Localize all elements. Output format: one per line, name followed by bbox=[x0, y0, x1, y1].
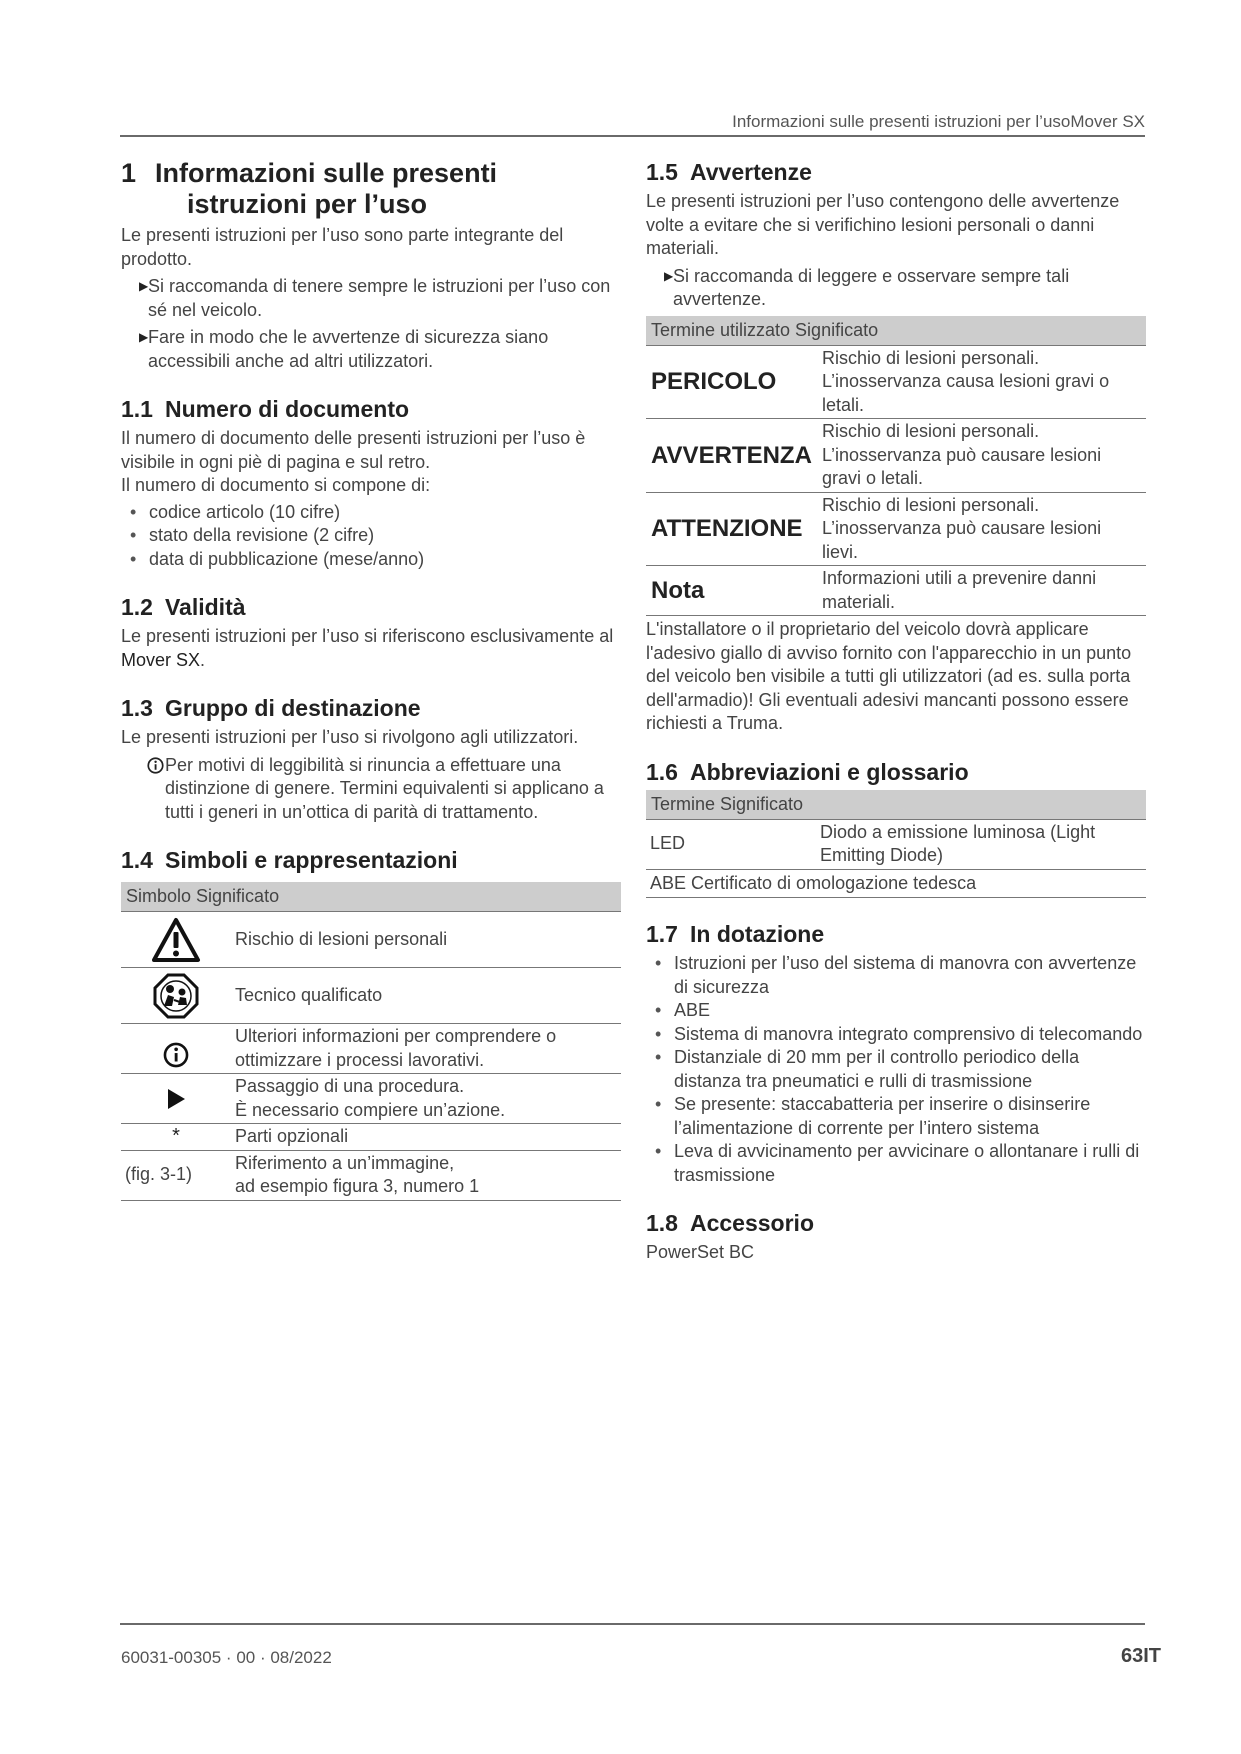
table-row bbox=[646, 819, 1146, 869]
glossary-entry: ABE Certificato di omologazione tedesca bbox=[646, 869, 1146, 898]
section-1-2-text: Le presenti istruzioni per l’uso si riferiscono esclusivamente al Mover SX. bbox=[121, 626, 614, 670]
symbols-table bbox=[121, 882, 621, 1201]
section-1-heading bbox=[121, 158, 621, 220]
info-note bbox=[121, 754, 621, 825]
glossary-meaning: Diodo a emissione luminosa (Light Emitting Diode) bbox=[816, 819, 1146, 869]
symbol-meaning: Riferimento a un’immagine, ad esempio figura 3, numero 1 bbox=[231, 1150, 621, 1200]
signal-meaning: Rischio di lesioni personali. L’inosservanza può causare lesioni gravi o letali. bbox=[818, 419, 1146, 493]
list-item: • stato della revisione (2 cifre) bbox=[121, 524, 621, 548]
list-item: • Leva di avvicinamento per avvicinare o allontanare i rulli di trasmissione bbox=[646, 1140, 1146, 1187]
figure-ref-symbol: (fig. 3-1) bbox=[121, 1150, 231, 1200]
list-item: • codice articolo (10 cifre) bbox=[121, 501, 621, 525]
section-1-5-heading: 1.5 Avvertenze bbox=[646, 159, 812, 185]
glossary-term: LED bbox=[646, 819, 816, 869]
signal-word: PERICOLO bbox=[646, 345, 818, 419]
section-1-8-heading: 1.8 Accessorio bbox=[646, 1210, 814, 1236]
symbol-meaning: Parti opzionali bbox=[231, 1124, 621, 1151]
play-triangle-icon bbox=[125, 1088, 227, 1110]
doc-number-parts-list bbox=[121, 501, 621, 572]
table-row bbox=[121, 1074, 621, 1124]
info-icon bbox=[147, 754, 165, 825]
section-1-1-text: Il numero di documento delle presenti istruzioni per l’uso è visibile in ogni piè di pagina e sul retro. bbox=[121, 428, 586, 472]
list-item: • data di pubblicazione (mese/anno) bbox=[121, 548, 621, 572]
right-column bbox=[646, 158, 1146, 1265]
footer-rule bbox=[120, 1623, 1145, 1625]
list-item: • Distanziale di 20 mm per il controllo periodico della distanza tra pneumatici e rulli di trasmissione bbox=[646, 1046, 1146, 1093]
info-icon bbox=[125, 1042, 227, 1068]
section-1-7-heading: 1.7 In dotazione bbox=[646, 921, 825, 947]
step-triangle-icon: ▶ bbox=[139, 279, 149, 293]
table-header: Termine Significato bbox=[646, 790, 1146, 820]
section-1-2-heading: 1.2 Validità bbox=[121, 594, 246, 620]
signal-words-table bbox=[646, 316, 1146, 617]
product-name: Mover SX bbox=[121, 649, 201, 670]
section-title-line1: Informazioni sulle presenti bbox=[155, 158, 498, 188]
accessory-text: PowerSet BC bbox=[646, 1242, 755, 1262]
list-item: • ABE bbox=[646, 999, 1146, 1023]
section-title-line2: istruzioni per l’uso bbox=[187, 189, 428, 219]
section-1-intro: Le presenti istruzioni per l’uso sono parte integrante del prodotto. bbox=[121, 225, 564, 269]
signal-meaning: Rischio di lesioni personali. L’inosservanza causa lesioni gravi o letali. bbox=[818, 345, 1146, 419]
signal-word: AVVERTENZA bbox=[646, 419, 818, 493]
scope-of-delivery-list bbox=[646, 952, 1146, 1187]
brand-name: Truma bbox=[726, 713, 779, 733]
symbol-meaning: Ulteriori informazioni per comprendere o ottimizzare i processi lavorativi. bbox=[231, 1024, 621, 1074]
table-row bbox=[121, 1124, 621, 1151]
sticker-note: L'installatore o il proprietario del veicolo dovrà applicare l'adesivo giallo di avviso fornito con l'apparecchio in un punto del veicolo ben visibile a tutti gli utilizzatori (ad es. sulla porta dell'armadio)! Gli eventuali adesivi mancanti possono essere richiesti a Truma. bbox=[646, 619, 1132, 733]
running-header bbox=[120, 112, 1145, 132]
table-row bbox=[646, 345, 1146, 419]
step-text: Si raccomanda di leggere e osservare sempre tali avvertenze. bbox=[673, 265, 1070, 309]
page-number: 63IT bbox=[1120, 1645, 1161, 1667]
section-1-4-heading: 1.4 Simboli e rappresentazioni bbox=[121, 847, 458, 873]
warning-triangle-icon bbox=[125, 917, 227, 963]
signal-word: ATTENZIONE bbox=[646, 492, 818, 566]
section-1-5-text: Le presenti istruzioni per l’uso contengono delle avvertenze volte a evitare che si verifichino lesioni personali o danni materiali. bbox=[646, 191, 1120, 258]
table-row bbox=[121, 968, 621, 1024]
signal-meaning: Informazioni utili a prevenire danni materiali. bbox=[818, 566, 1146, 616]
section-1-3-text: Le presenti istruzioni per l’uso si rivolgono agli utilizzatori. bbox=[121, 727, 579, 747]
table-row bbox=[121, 1150, 621, 1200]
signal-meaning: Rischio di lesioni personali. L’inosservanza può causare lesioni lievi. bbox=[818, 492, 1146, 566]
step-item bbox=[646, 265, 1146, 312]
optional-symbol: * bbox=[121, 1124, 231, 1151]
table-row bbox=[121, 912, 621, 968]
list-item: • Istruzioni per l’uso del sistema di manovra con avvertenze di sicurezza bbox=[646, 952, 1146, 999]
table-header: Termine utilizzato Significato bbox=[646, 316, 1146, 346]
section-1-6-heading: 1.6 Abbreviazioni e glossario bbox=[646, 758, 969, 785]
step-triangle-icon: ▶ bbox=[664, 268, 674, 283]
list-item: • Se presente: staccabatteria per inserire o disinserire l’alimentazione di corrente per l’intero sistema bbox=[646, 1093, 1146, 1140]
table-row bbox=[121, 1024, 621, 1074]
symbol-meaning: Tecnico qualificato bbox=[231, 968, 621, 1024]
header-rule bbox=[120, 135, 1145, 137]
table-row bbox=[646, 492, 1146, 566]
table-row bbox=[646, 419, 1146, 493]
table-row bbox=[646, 566, 1146, 616]
table-header: Simbolo Significato bbox=[121, 882, 621, 912]
table-row bbox=[646, 869, 1146, 898]
section-1-1-text-2: Il numero di documento si compone di: bbox=[121, 475, 431, 495]
symbol-meaning: Passaggio di una procedura. È necessario compiere un’azione. bbox=[231, 1074, 621, 1124]
left-column bbox=[121, 158, 621, 1201]
signal-word: Nota bbox=[646, 566, 818, 616]
glossary-table bbox=[646, 790, 1146, 899]
header-product: Mover SX bbox=[1070, 112, 1145, 131]
step-triangle-icon: ▶ bbox=[139, 330, 149, 344]
step-item bbox=[121, 275, 621, 322]
info-note-text: Per motivi di leggibilità si rinuncia a effettuare una distinzione di genere. Termini equivalenti si applicano a tutti i generi in un’ottica di parità di trattamento. bbox=[165, 754, 604, 822]
document-number: 60031-00305 · 00 · 08/2022 bbox=[121, 1648, 332, 1667]
qualified-technician-icon bbox=[125, 972, 227, 1020]
step-text: Fare in modo che le avvertenze di sicurezza siano accessibili anche ad altri utilizzatori. bbox=[148, 327, 549, 371]
section-number: 1 bbox=[121, 158, 137, 188]
header-text: Informazioni sulle presenti istruzioni per l’uso bbox=[732, 112, 1071, 131]
section-1-3-heading: 1.3 Gruppo di destinazione bbox=[121, 695, 421, 721]
step-text: Si raccomanda di tenere sempre le istruzioni per l’uso con sé nel veicolo. bbox=[148, 276, 611, 320]
symbol-meaning: Rischio di lesioni personali bbox=[231, 912, 621, 968]
section-1-1-heading: 1.1 Numero di documento bbox=[121, 396, 410, 422]
list-item: • Sistema di manovra integrato comprensivo di telecomando bbox=[646, 1023, 1146, 1047]
step-item bbox=[121, 326, 621, 373]
